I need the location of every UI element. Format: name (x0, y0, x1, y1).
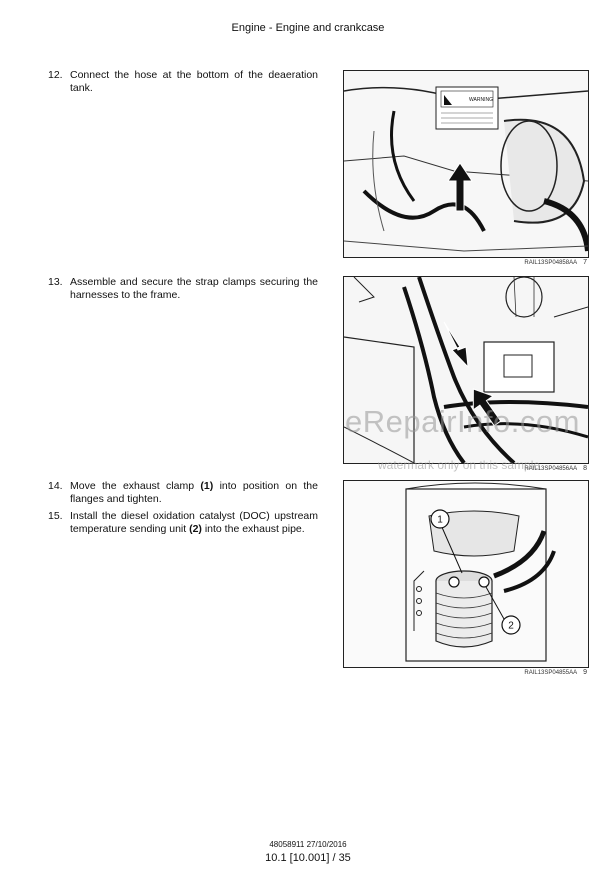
footer-page-number: 10.1 [10.001] / 35 (265, 852, 351, 864)
step-14 (48, 480, 318, 506)
figure-7-photo (343, 70, 589, 258)
step-number: 13. (48, 276, 63, 288)
step-text: Connect the hose at the bottom of the deaeration tank. (70, 69, 318, 94)
step-15 (48, 510, 318, 536)
step-text: into the exhaust pipe. (201, 523, 305, 535)
step-number: 14. (48, 480, 63, 492)
figure-9-photo (343, 480, 589, 668)
footer-document-id: 48058911 27/10/2016 (269, 840, 347, 849)
figure-9-reference (343, 669, 587, 676)
callout-label-2: 2 (508, 620, 514, 632)
step-12 (48, 69, 318, 95)
callout-label-1: 1 (437, 514, 443, 526)
figure-code: RAIL13SP04855AA (524, 670, 578, 676)
watermark-subtext: watermark only on this sample (378, 458, 541, 472)
step-13 (48, 276, 318, 302)
figure-number: 8 (583, 465, 587, 472)
figure-7-reference (343, 259, 587, 266)
callout-reference: (2) (189, 523, 202, 535)
watermark-text: eRepairInfo.com (345, 404, 580, 439)
step-number: 15. (48, 510, 63, 522)
figure-code: RAIL13SP04856AA (524, 466, 578, 472)
warning-decal-label: WARNING (469, 97, 493, 103)
step-text: Move the exhaust clamp (70, 480, 201, 492)
step-text: Assemble and secure the strap clamps securing the harnesses to the frame. (70, 276, 318, 301)
callout-reference: (1) (200, 480, 214, 492)
page-header: Engine - Engine and crankcase (231, 22, 385, 34)
figure-number: 9 (583, 669, 587, 676)
figure-number: 7 (583, 259, 587, 266)
step-number: 12. (48, 69, 63, 81)
step-text: Install the diesel oxidation catalyst (DOC) upstream temperature sending unit (70, 510, 318, 535)
step-text: into position on the flanges and tighten. (70, 480, 318, 505)
figure-code: RAIL13SP04858AA (524, 260, 578, 266)
